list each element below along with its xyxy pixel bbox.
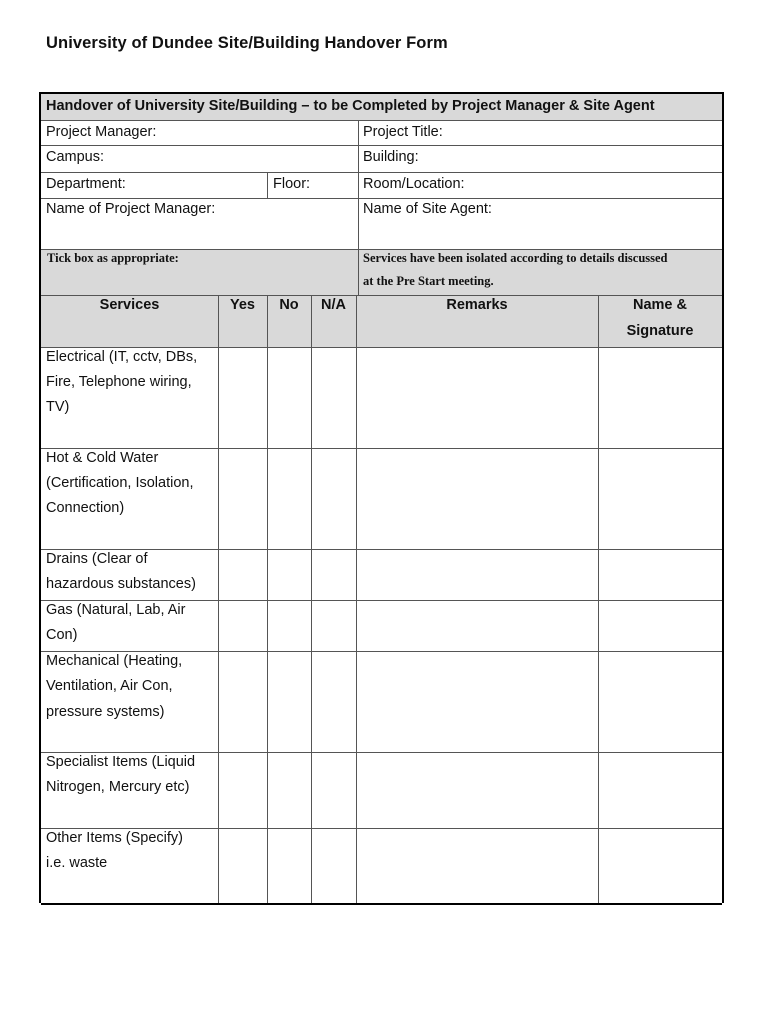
yes-column-header: Yes bbox=[230, 297, 255, 313]
service-label-line: i.e. waste bbox=[46, 855, 108, 871]
room-location-field[interactable]: Room/Location: bbox=[363, 176, 465, 192]
service-label-line: TV) bbox=[46, 399, 70, 415]
service-label-line: Ventilation, Air Con, bbox=[46, 678, 173, 694]
project-title-field[interactable]: Project Title: bbox=[363, 124, 443, 140]
department-field[interactable]: Department: bbox=[46, 176, 126, 192]
na-column-header: N/A bbox=[321, 297, 346, 313]
service-label-line: (Certification, Isolation, bbox=[46, 475, 194, 491]
form-header: Handover of University Site/Building – to be Completed by Project Manager & Site Agent bbox=[46, 98, 655, 114]
service-label-line: Specialist Items (Liquid bbox=[46, 754, 196, 770]
campus-field[interactable]: Campus: bbox=[46, 149, 105, 165]
service-label-line: Other Items (Specify) bbox=[46, 830, 183, 846]
building-field[interactable]: Building: bbox=[363, 149, 419, 165]
name-signature-header-line2: Signature bbox=[626, 323, 694, 339]
service-label-line: hazardous substances) bbox=[46, 576, 196, 592]
service-label-line: Con) bbox=[46, 627, 78, 643]
service-label-line: Hot & Cold Water bbox=[46, 450, 159, 466]
isolation-note-line1: Services have been isolated according to details discussed bbox=[363, 251, 668, 265]
service-label-line: Nitrogen, Mercury etc) bbox=[46, 779, 190, 795]
service-label-line: Fire, Telephone wiring, bbox=[46, 374, 192, 390]
remarks-column-header: Remarks bbox=[446, 297, 508, 313]
project-manager-field[interactable]: Project Manager: bbox=[46, 124, 157, 140]
document-title: University of Dundee Site/Building Handover Form bbox=[46, 34, 448, 52]
service-label-line: Gas (Natural, Lab, Air bbox=[46, 602, 186, 618]
tick-box-note: Tick box as appropriate: bbox=[47, 251, 179, 265]
site-agent-name-field[interactable]: Name of Site Agent: bbox=[363, 201, 492, 217]
service-label-line: Connection) bbox=[46, 500, 125, 516]
project-manager-name-field[interactable]: Name of Project Manager: bbox=[46, 201, 216, 217]
service-label-line: Drains (Clear of bbox=[46, 551, 148, 567]
service-label-line: Electrical (IT, cctv, DBs, bbox=[46, 349, 198, 365]
isolation-note-line2: at the Pre Start meeting. bbox=[363, 274, 494, 288]
service-label-line: pressure systems) bbox=[46, 704, 165, 720]
name-signature-header-line1: Name & bbox=[633, 297, 687, 313]
service-label-line: Mechanical (Heating, bbox=[46, 653, 183, 669]
services-column-header: Services bbox=[99, 297, 160, 313]
no-column-header: No bbox=[279, 297, 299, 313]
floor-field[interactable]: Floor: bbox=[273, 176, 311, 192]
handover-form-table bbox=[39, 92, 724, 903]
